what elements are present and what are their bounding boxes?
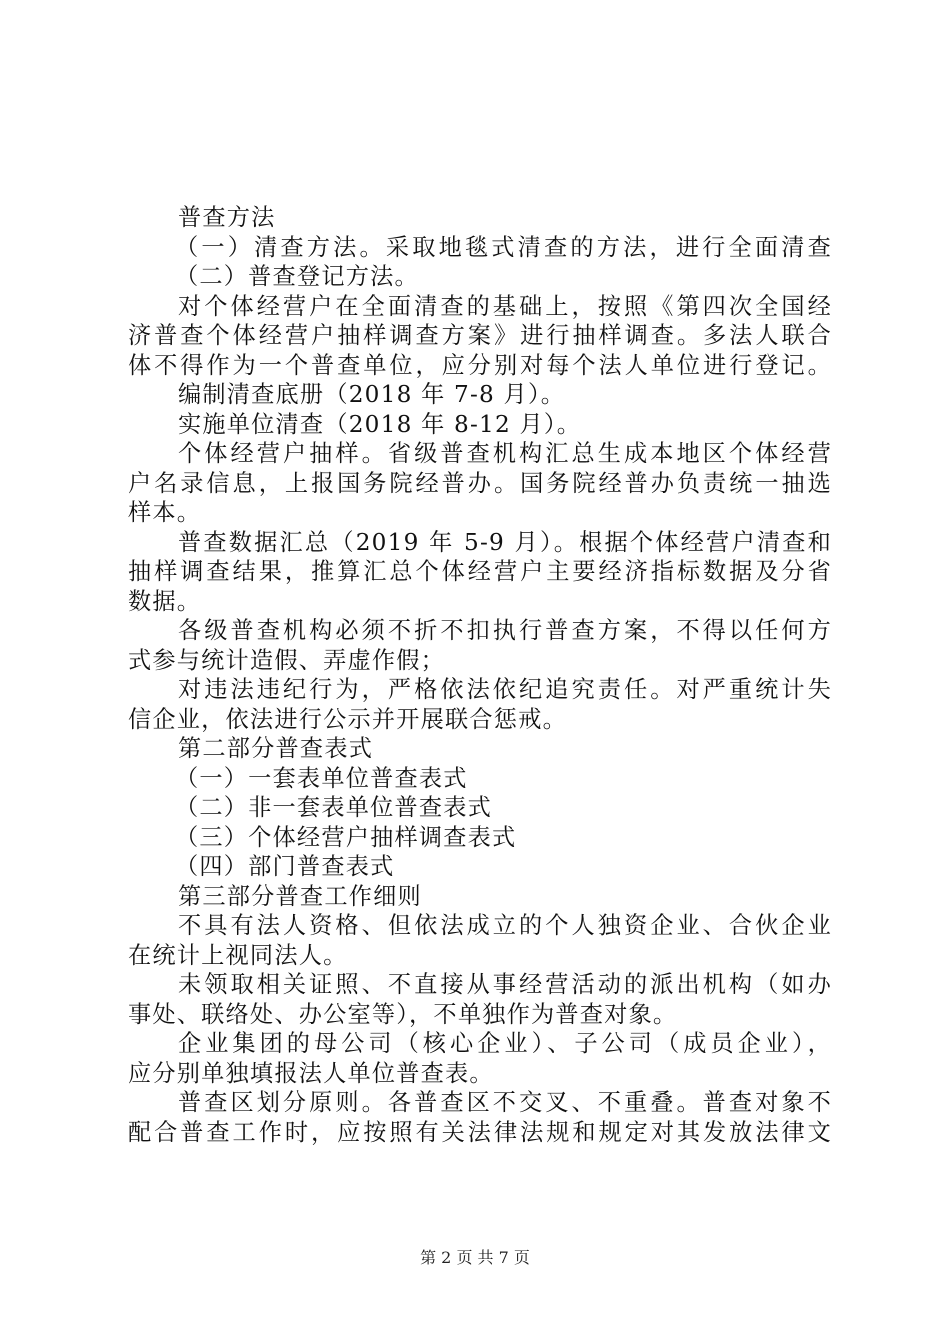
paragraph-line: 体不得作为一个普查单位，应分别对每个法人单位进行登记。 (128, 351, 832, 379)
paragraph-line: 事处、联络处、办公室等），不单独作为普查对象。 (128, 1000, 678, 1028)
paragraph-line: 个体经营户抽样。省级普查机构汇总生成本地区个体经营 (178, 440, 832, 467)
paragraph-line: 普查区划分原则。各普查区不交叉、不重叠。普查对象不 (178, 1089, 832, 1116)
paragraph-line: 未领取相关证照、不直接从事经营活动的派出机构（如办 (178, 971, 832, 998)
paragraph-line: 企业集团的母公司（核心企业）、子公司（成员企业）， (178, 1030, 832, 1057)
paragraph-line: 各级普查机构必须不折不扣执行普查方案，不得以任何方 (178, 617, 832, 644)
paragraph-line: 普查数据汇总（2019 年 5-9 月）。根据个体经营户清查和 (178, 528, 832, 556)
paragraph-line: 对个体经营户在全面清查的基础上，按照《第四次全国经 (178, 292, 832, 320)
paragraph-line: 应分别单独填报法人单位普查表。 (128, 1059, 494, 1087)
list-item: （三）个体经营户抽样调查表式 (175, 823, 517, 851)
paragraph-line: 对违法违纪行为，严格依法依纪追究责任。对严重统计失 (178, 676, 832, 703)
paragraph-line: 数据。 (128, 587, 202, 615)
paragraph-line: 在统计上视同法人。 (128, 941, 348, 969)
section-heading-survey-method: 普查方法 (178, 204, 276, 231)
list-item: （一）一套表单位普查表式 (175, 764, 468, 792)
paragraph-line: 样本。 (128, 499, 202, 526)
paragraph-line: 式参与统计造假、弄虚作假； (128, 646, 446, 674)
document-body (128, 203, 832, 1147)
list-item: （二）非一套表单位普查表式 (175, 794, 493, 821)
list-item: （四）部门普查表式 (175, 853, 395, 880)
paragraph-line: （一）清查方法。采取地毯式清查的方法，进行全面清查 (175, 233, 832, 261)
paragraph-line: 不具有法人资格、但依法成立的个人独资企业、合伙企业 (178, 912, 832, 939)
paragraph-line: 实施单位清查（2018 年 8-12 月）。 (178, 410, 582, 438)
paragraph-line: 抽样调查结果，推算汇总个体经营户主要经济指标数据及分省 (128, 558, 832, 585)
paragraph-line: 信企业，依法进行公示并开展联合惩戒。 (128, 705, 567, 733)
section-heading-part-two: 第二部分普查表式 (178, 735, 374, 762)
page-number-footer: 第 2 页 共 7 页 (420, 1248, 530, 1267)
section-heading-part-three: 第三部分普查工作细则 (178, 882, 422, 910)
paragraph-line: （二）普查登记方法。 (175, 263, 419, 290)
paragraph-line: 编制清查底册（2018 年 7-8 月）。 (178, 381, 566, 408)
paragraph-line: 配合普查工作时，应按照有关法律法规和规定对其发放法律文 (128, 1118, 832, 1146)
paragraph-line: 户名录信息，上报国务院经普办。国务院经普办负责统一抽选 (128, 469, 832, 497)
paragraph-line: 济普查个体经营户抽样调查方案》进行抽样调查。多法人联合 (128, 322, 832, 349)
